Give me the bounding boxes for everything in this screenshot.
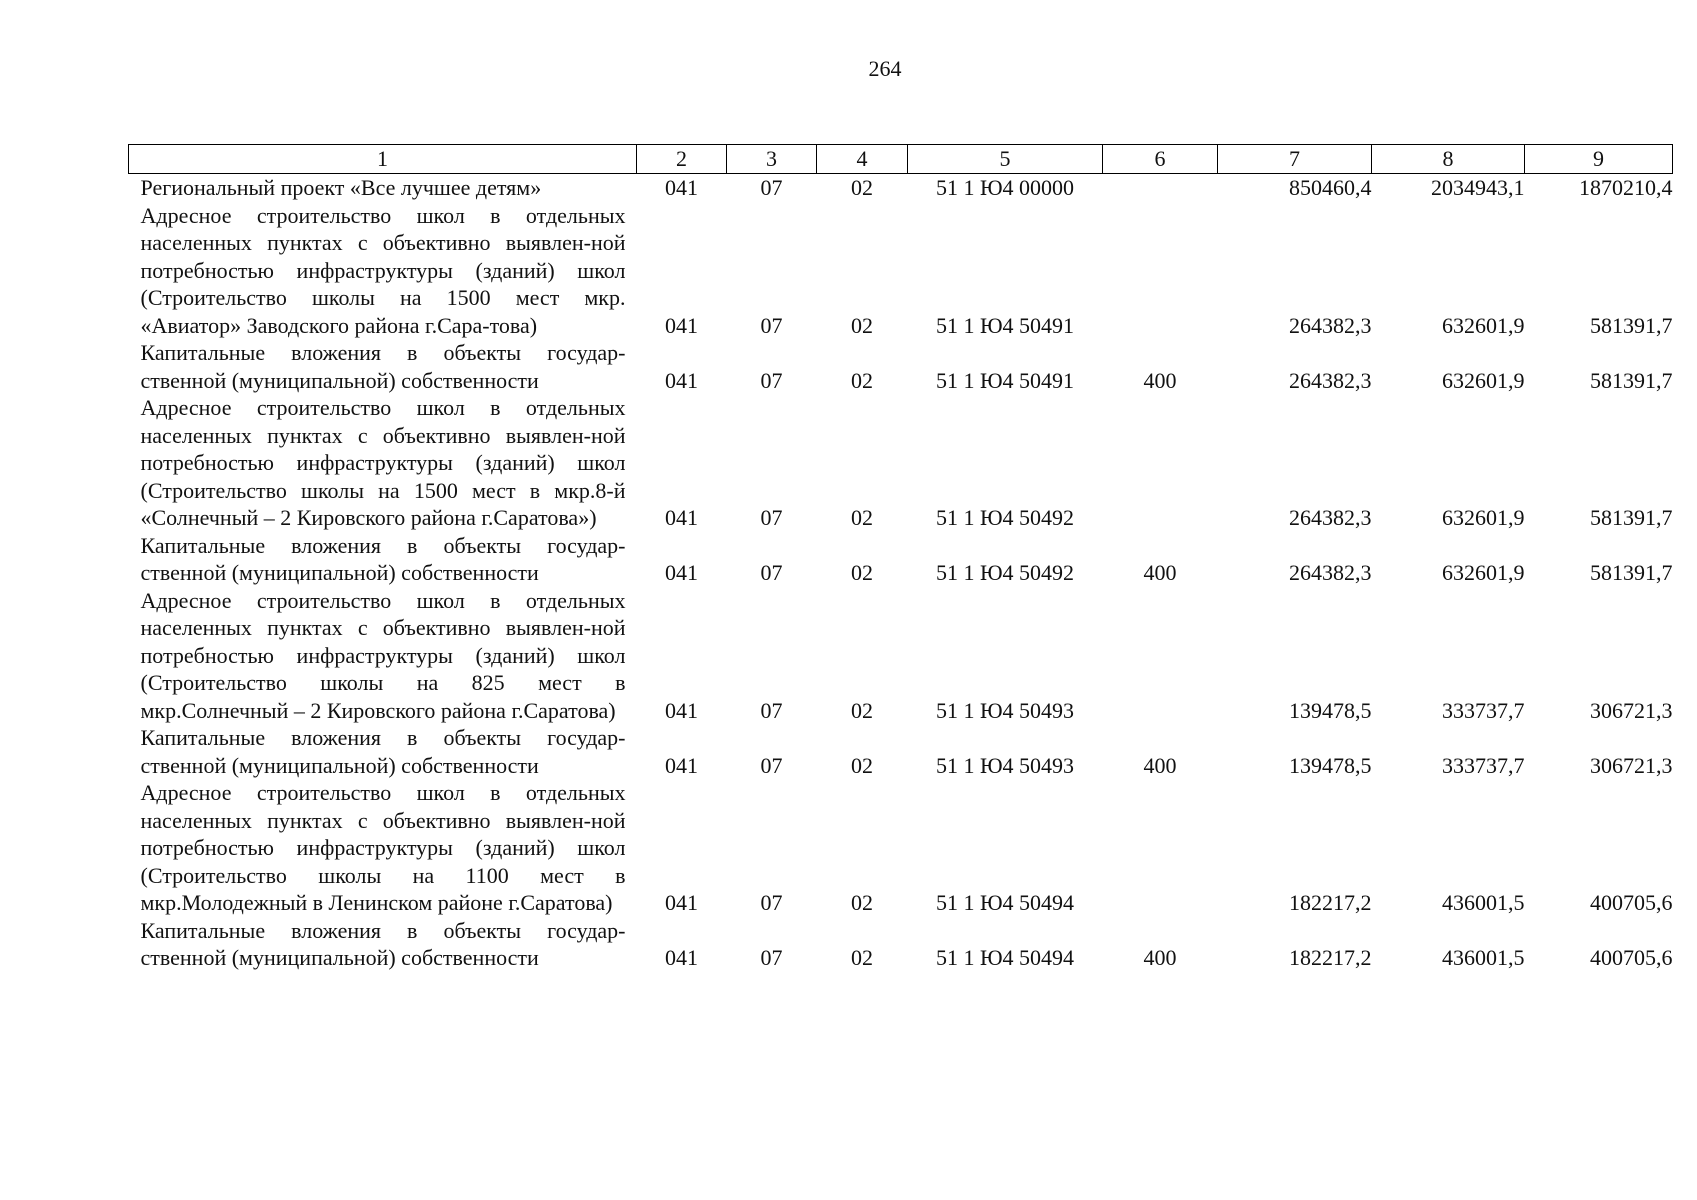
cell-col6 [1103, 779, 1218, 917]
cell-col6: 400 [1143, 752, 1177, 778]
column-header: 7 [1218, 145, 1372, 174]
cell-col2: 041 [665, 752, 698, 778]
cell-col7: 139478,5 [1289, 752, 1372, 778]
page-number: 264 [868, 56, 902, 81]
cell-col6 [1103, 202, 1218, 340]
cell-col8: 2034943,1 [1431, 175, 1525, 200]
table-row [129, 724, 1673, 779]
cell-col7: 264382,3 [1289, 560, 1372, 585]
cell-col9: 581391,7 [1590, 505, 1673, 530]
cell-col2: 041 [665, 175, 698, 200]
cell-col5: 51 1 Ю4 50491 [935, 312, 1075, 338]
cell-col2: 041 [665, 890, 698, 915]
budget-table [128, 144, 1673, 972]
cell-col9: 306721,3 [1590, 752, 1673, 778]
cell-col5: 51 1 Ю4 50492 [935, 505, 1075, 530]
column-header: 3 [727, 145, 817, 174]
row-name-cell: Региональный проект «Все лучшее детям» [140, 175, 542, 200]
cell-col4: 02 [851, 697, 873, 723]
cell-col5: 51 1 Ю4 50493 [935, 752, 1075, 778]
cell-col8: 436001,5 [1442, 890, 1525, 915]
cell-col8: 436001,5 [1442, 945, 1525, 970]
cell-col3: 07 [760, 367, 783, 393]
cell-col4: 02 [851, 945, 873, 970]
cell-col4: 02 [851, 752, 873, 778]
cell-col5: 51 1 Ю4 50493 [935, 697, 1075, 723]
row-name-cell: Адресное строительство школ в отдельных населенных пунктах с объективно выявлен-ной потребностью инфраструктуры (зданий) школ (Строительство школы на 1500 мест мкр. «Авиатор» Заводского района г.Сара-това) [140, 202, 626, 338]
cell-col2: 041 [665, 505, 698, 530]
column-header: 1 [129, 145, 637, 174]
cell-col7: 850460,4 [1289, 175, 1372, 200]
cell-col7: 182217,2 [1289, 890, 1372, 915]
cell-col4: 02 [851, 560, 873, 585]
cell-col2: 041 [665, 312, 698, 338]
cell-col7: 139478,5 [1289, 697, 1372, 723]
table-row [129, 917, 1673, 972]
cell-col4: 02 [851, 175, 873, 200]
table-row [129, 202, 1673, 340]
cell-col2: 041 [665, 367, 698, 393]
table-row [129, 174, 1673, 202]
cell-col9: 581391,7 [1590, 312, 1673, 338]
cell-col6: 400 [1143, 367, 1177, 393]
cell-col3: 07 [760, 945, 783, 970]
cell-col6 [1103, 174, 1218, 202]
cell-col2: 041 [665, 945, 698, 970]
cell-col3: 07 [760, 312, 783, 338]
header-row [129, 145, 1673, 174]
cell-col9: 400705,6 [1590, 945, 1673, 970]
row-name-cell: Адресное строительство школ в отдельных населенных пунктах с объективно выявлен-ной потребностью инфраструктуры (зданий) школ (Строительство школы на 1500 мест в мкр.8-й «Солнечный – 2 Кировского района г.Саратова») [140, 395, 626, 530]
cell-col9: 306721,3 [1590, 697, 1673, 723]
table-row [129, 779, 1673, 917]
cell-col3: 07 [760, 175, 783, 200]
row-name-cell: Капитальные вложения в объекты государ-ственной (муниципальной) собственности [140, 532, 626, 585]
cell-col5: 51 1 Ю4 50494 [935, 945, 1075, 970]
table-row [129, 532, 1673, 587]
cell-col5: 51 1 Ю4 00000 [935, 175, 1075, 200]
cell-col8: 333737,7 [1442, 697, 1525, 723]
cell-col4: 02 [851, 312, 873, 338]
column-header: 6 [1103, 145, 1218, 174]
cell-col6: 400 [1143, 560, 1177, 585]
column-header: 2 [637, 145, 727, 174]
cell-col2: 041 [665, 560, 698, 585]
cell-col9: 581391,7 [1590, 560, 1673, 585]
cell-col3: 07 [760, 560, 783, 585]
cell-col9: 400705,6 [1590, 890, 1673, 915]
cell-col3: 07 [760, 505, 783, 530]
column-header: 9 [1525, 145, 1673, 174]
cell-col6 [1103, 394, 1218, 532]
row-name-cell: Адресное строительство школ в отдельных населенных пунктах с объективно выявлен-ной потребностью инфраструктуры (зданий) школ (Строительство школы на 1100 мест в мкр.Молодежный в Ленинском районе г.Саратова) [140, 780, 626, 915]
cell-col7: 182217,2 [1289, 945, 1372, 970]
cell-col9: 581391,7 [1590, 367, 1673, 393]
row-name-cell: Капитальные вложения в объекты государ-ственной (муниципальной) собственности [140, 725, 626, 778]
row-name-cell: Капитальные вложения в объекты государ-ственной (муниципальной) собственности [140, 917, 626, 970]
column-header: 8 [1372, 145, 1525, 174]
cell-col6 [1103, 587, 1218, 725]
cell-col2: 041 [665, 697, 698, 723]
cell-col6: 400 [1143, 945, 1177, 970]
column-header: 5 [908, 145, 1103, 174]
cell-col8: 333737,7 [1442, 752, 1525, 778]
cell-col7: 264382,3 [1289, 312, 1372, 338]
cell-col3: 07 [760, 752, 783, 778]
cell-col8: 632601,9 [1442, 560, 1525, 585]
table-row [129, 394, 1673, 532]
cell-col8: 632601,9 [1442, 505, 1525, 530]
cell-col4: 02 [851, 367, 873, 393]
cell-col5: 51 1 Ю4 50494 [935, 890, 1075, 915]
table-row [129, 587, 1673, 725]
cell-col8: 632601,9 [1442, 312, 1525, 338]
cell-col9: 1870210,4 [1579, 175, 1673, 200]
cell-col5: 51 1 Ю4 50492 [935, 560, 1075, 585]
cell-col5: 51 1 Ю4 50491 [935, 367, 1075, 393]
cell-col4: 02 [851, 505, 873, 530]
row-name-cell: Адресное строительство школ в отдельных населенных пунктах с объективно выявлен-ной потребностью инфраструктуры (зданий) школ (Строительство школы на 825 мест в мкр.Солнечный – 2 Кировского района г.Саратова) [140, 587, 626, 723]
cell-col3: 07 [760, 697, 783, 723]
cell-col7: 264382,3 [1289, 505, 1372, 530]
cell-col8: 632601,9 [1442, 367, 1525, 393]
cell-col7: 264382,3 [1289, 367, 1372, 393]
cell-col3: 07 [760, 890, 783, 915]
table-row [129, 339, 1673, 394]
column-header: 4 [817, 145, 908, 174]
cell-col4: 02 [851, 890, 873, 915]
row-name-cell: Капитальные вложения в объекты государ-ственной (муниципальной) собственности [140, 340, 626, 393]
